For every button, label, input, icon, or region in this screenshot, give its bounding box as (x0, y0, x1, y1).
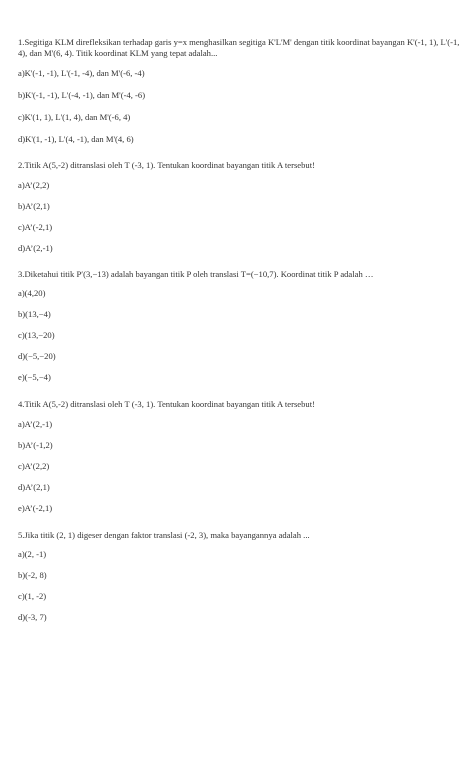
question-3-text: 3.Diketahui titik P′(3,−13) adalah bayangan titik P oleh translasi T=(−10,7). Koordinat titik P adalah … (18, 268, 374, 279)
question-3-option-b[interactable]: b)(13,−4) (18, 309, 51, 319)
question-4-option-d[interactable]: d)A’(2,1) (18, 481, 50, 492)
question-4-option-a[interactable]: a)A’(2,-1) (18, 418, 53, 429)
question-2-option-b[interactable]: b)A’(2,1) (18, 200, 50, 211)
question-5 (18, 530, 466, 623)
question-4 (18, 399, 466, 513)
question-4-text: 4.Titik A(5,-2) ditranslasi oleh T (-3, 1). Tentukan koordinat bayangan titik A tersebut! (18, 399, 315, 409)
question-1-text: 1.Segitiga KLM direfleksikan terhadap garis y=x menghasilkan segitiga K'L'M' dengan titik koordinat bayangan K'(-1, 1), L'(-1, 4), dan M'(6, 4). Titik koordinat KLM yang tepat adalah... (18, 37, 460, 58)
question-1-option-b[interactable]: b)K'(-1, -1), L'(-4, -1), dan M'(-4, -6) (18, 90, 146, 100)
question-3-option-c[interactable]: c)(13,−20) (18, 330, 55, 340)
question-2 (18, 160, 466, 253)
question-2-text: 2.Titik A(5,-2) ditranslasi oleh T (-3, 1). Tentukan koordinat bayangan titik A tersebut! (18, 160, 315, 170)
question-3-option-e[interactable]: e)(−5,−4) (18, 372, 51, 382)
question-2-option-d[interactable]: d)A’(2,-1) (18, 242, 53, 253)
question-4-option-e[interactable]: e)A’(-2,1) (18, 502, 53, 513)
question-1-option-d[interactable]: d)K'(1, -1), L'(4, -1), dan M'(4, 6) (18, 134, 134, 144)
question-2-option-c[interactable]: c)A’(-2,1) (18, 221, 53, 232)
question-2-option-a[interactable]: a)A’(2,2) (18, 179, 50, 190)
question-5-option-a[interactable]: a)(2, -1) (18, 549, 47, 559)
question-5-option-b[interactable]: b)(-2, 8) (18, 570, 47, 580)
question-3 (18, 269, 466, 383)
question-5-option-c[interactable]: c)(1, -2) (18, 591, 47, 601)
question-5-option-d[interactable]: d)(-3, 7) (18, 612, 47, 622)
question-1-option-c[interactable]: c)K'(1, 1), L'(1, 4), dan M'(-6, 4) (18, 112, 131, 122)
question-1-option-a[interactable]: a)K'(-1, -1), L'(-1, -4), dan M'(-6, -4) (18, 68, 145, 78)
question-1 (18, 37, 466, 144)
question-3-option-d[interactable]: d)(−5,−20) (18, 351, 56, 361)
question-4-option-b[interactable]: b)A’(-1,2) (18, 439, 53, 450)
question-3-option-a[interactable]: a)(4,20) (18, 288, 46, 298)
question-4-option-c[interactable]: c)A’(2,2) (18, 460, 50, 471)
question-5-text: 5.Jika titik (2, 1) digeser dengan faktor translasi (-2, 3), maka bayangannya adalah ... (18, 529, 310, 540)
